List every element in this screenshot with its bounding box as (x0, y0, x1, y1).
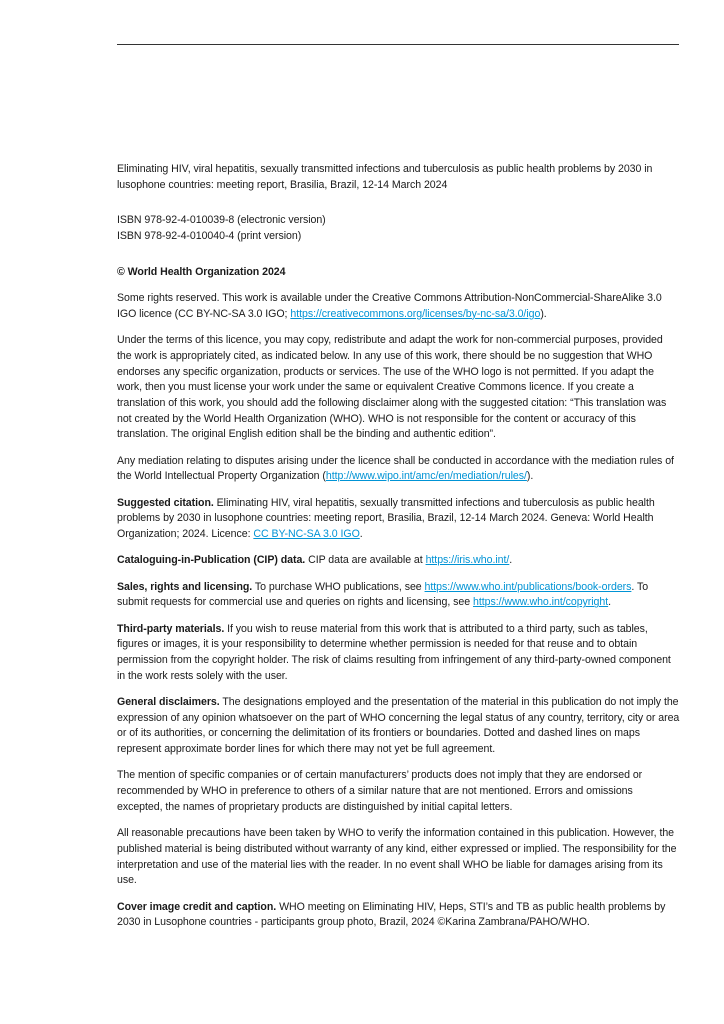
suggested-citation-label: Suggested citation. (117, 496, 214, 509)
copyright-notice: © World Health Organization 2024 (117, 265, 286, 278)
sales-end: . (608, 596, 612, 609)
general-disclaimers-label: General disclaimers. (117, 696, 220, 709)
licence-terms-paragraph: Under the terms of this licence, you may copy, redistribute and adapt the work for non-commercial purposes, provided the work is appropriately cited, as indicated below. In any use of this work, there should be no suggestion that WHO endorses any specific organization, products or services. The use of the WHO logo is not permitted. If you adapt the work, then you must license your work under the same or equivalent Creative Commons licence. If you create a translation of this work, you should add the following disclaimer along with the suggested citation: “This translation was not created by the World Health Organization (WHO). WHO is not responsible for the content or accuracy of this translation. The original English edition shall be the binding and authentic edition”. (117, 334, 667, 441)
cip-end: . (509, 554, 513, 567)
third-party-text: If you wish to reuse material from this work that is attributed to a third party, such as tables, figures or images, it is your responsibility to determine whether permission is needed for that reuse and to obtain permission from the copyright holder. The risk of claims resulting from infringement of any third-party-owned component in the work rests solely with the user. (117, 622, 671, 682)
creative-commons-link[interactable]: https://creativecommons.org/licenses/by-nc-sa/3.0/igo (290, 307, 541, 320)
mediation-end: ). (526, 470, 534, 483)
rights-text: Some rights reserved. This work is available under the Creative Commons Attribution-NonCommercial-ShareAlike 3.0 IGO licence (CC BY-NC-SA 3.0 IGO; (117, 292, 662, 320)
precautions-paragraph: All reasonable precautions have been taken by WHO to verify the information contained in this publication. However, the published material is being distributed without warranty of any kind, either expressed or implied. The responsibility for the interpretation and use of the material lies with the reader. In no event shall WHO be liable for damages arising from its use. (117, 827, 677, 887)
suggested-citation-text: Eliminating HIV, viral hepatitis, sexually transmitted infections and tuberculosis as public health problems by 2030 in lusophone countries: meeting report, Brasilia, Brazil, 12-14 March 2024. Geneva: World Health Organization; 2024. Licence: (117, 496, 655, 541)
publication-title: Eliminating HIV, viral hepatitis, sexually transmitted infections and tuberculosis as public health problems by 2030 in lusophone countries: meeting report, Brasilia, Brazil, 12-14 March 2024 (117, 163, 653, 191)
sales-text-1: To purchase WHO publications, see (252, 580, 425, 593)
cover-credit-text: WHO meeting on Eliminating HIV, Heps, STI’s and TB as public health problems by 2030 in Lusophone countries - participants group photo, Brazil, 2024 ©Karina Zambrana/PAHO/WHO. (117, 900, 666, 929)
cover-credit-paragraph (117, 900, 680, 931)
companies-paragraph: The mention of specific companies or of certain manufacturers’ products does not imply that they are endorsed or recommended by WHO in preference to others of a similar nature that are not mentioned. Errors and omissions excepted, the names of proprietary products are distinguished by initial capital letters. (117, 769, 643, 813)
copyright-page-body (117, 162, 680, 931)
wipo-mediation-link[interactable]: http://www.wipo.int/amc/en/mediation/rules/ (325, 470, 527, 483)
isbn-electronic: ISBN 978-92-4-010039-8 (electronic version) (117, 214, 326, 227)
copyright-link[interactable]: https://www.who.int/copyright (472, 596, 609, 609)
iris-link[interactable]: https://iris.who.int/ (425, 554, 510, 567)
licence-link[interactable]: CC BY-NC-SA 3.0 IGO (253, 528, 360, 541)
rights-end: ). (540, 307, 547, 320)
cover-credit-label: Cover image credit and caption. (117, 900, 277, 913)
rights-paragraph (117, 291, 680, 322)
general-disclaimers-text: The designations employed and the presentation of the material in this publication do not imply the expression of any opinion whatsoever on the part of WHO concerning the legal status of any country, territory, city or area or of its authorities, or concerning the delimitation of its frontiers or boundaries. Dotted and dashed lines on maps represent approximate border lines for which there may not yet be full agreement. (117, 696, 680, 756)
cip-text: CIP data are available at (305, 554, 426, 567)
top-divider (117, 44, 679, 45)
mediation-text: Any mediation relating to disputes arising under the licence shall be conducted in accordance with the mediation rules of the World Intellectual Property Organization ( (117, 454, 674, 483)
cip-paragraph (117, 553, 680, 569)
general-disclaimers-paragraph (117, 695, 680, 758)
mediation-paragraph (117, 454, 680, 485)
suggested-citation-paragraph (117, 496, 680, 543)
sales-label: Sales, rights and licensing. (117, 580, 253, 593)
third-party-label: Third-party materials. (117, 622, 225, 635)
book-orders-link[interactable]: https://www.who.int/publications/book-orders (424, 580, 632, 593)
sales-paragraph (117, 580, 680, 611)
suggested-citation-end: . (359, 528, 363, 541)
cip-label: Cataloguing-in-Publication (CIP) data. (117, 554, 306, 567)
third-party-paragraph (117, 622, 680, 685)
sales-text-2: . To submit requests for commercial use and queries on rights and licensing, see (117, 580, 649, 609)
isbn-print: ISBN 978-92-4-010040-4 (print version) (117, 230, 302, 243)
